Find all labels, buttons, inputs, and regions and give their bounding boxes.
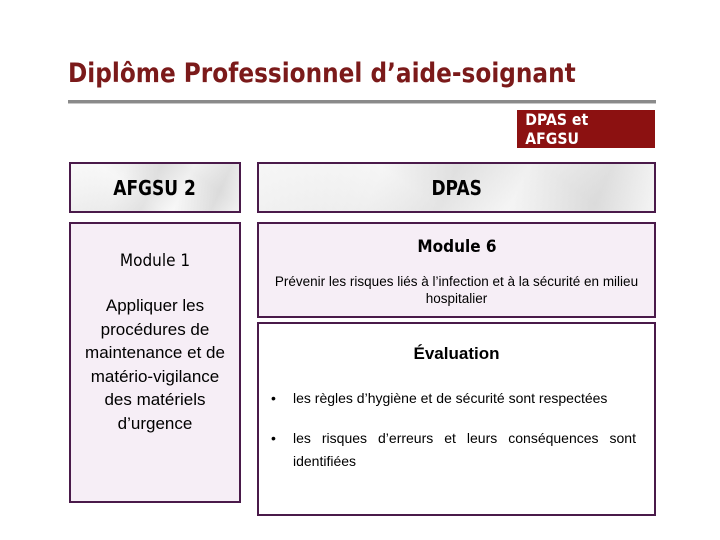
module-1-description: Appliquer les procédures de maintenance et de matério-vigilance des matériels d’urgence bbox=[85, 296, 225, 433]
subtitle-badge bbox=[517, 110, 655, 148]
page-title: Diplôme Professionnel d’aide-soignant bbox=[68, 58, 576, 89]
dpas-header bbox=[257, 162, 656, 213]
module-6-title-label: Module 6 bbox=[416, 237, 497, 257]
dpas-header-label: DPAS bbox=[431, 175, 482, 200]
module-1-title bbox=[71, 251, 239, 271]
module-6-description: Prévenir les risques liés à l’infection et à la sécurité en milieu hospitalier bbox=[274, 274, 639, 306]
evaluation-title: Évaluation bbox=[413, 344, 500, 363]
evaluation-panel bbox=[257, 322, 656, 516]
criterion-text: les règles d’hygiène et de sécurité sont respectées bbox=[293, 390, 608, 406]
afgsu-header bbox=[69, 162, 241, 213]
afgsu-header-label: AFGSU 2 bbox=[113, 175, 197, 200]
subtitle-badge-label: DPAS et AFGSU bbox=[525, 110, 589, 148]
criterion-text: les risques d’erreurs et leurs conséquences sont identifiées bbox=[293, 430, 636, 469]
module-1-panel bbox=[69, 222, 241, 503]
title-divider bbox=[68, 100, 656, 104]
bullet-icon: • bbox=[271, 390, 276, 406]
list-item bbox=[271, 427, 636, 473]
module-6-title bbox=[259, 237, 654, 257]
evaluation-criteria-list bbox=[271, 387, 636, 490]
module-6-panel bbox=[257, 222, 656, 318]
bullet-icon: • bbox=[271, 430, 276, 446]
module-1-title-label: Module 1 bbox=[119, 251, 191, 271]
list-item bbox=[271, 387, 636, 410]
